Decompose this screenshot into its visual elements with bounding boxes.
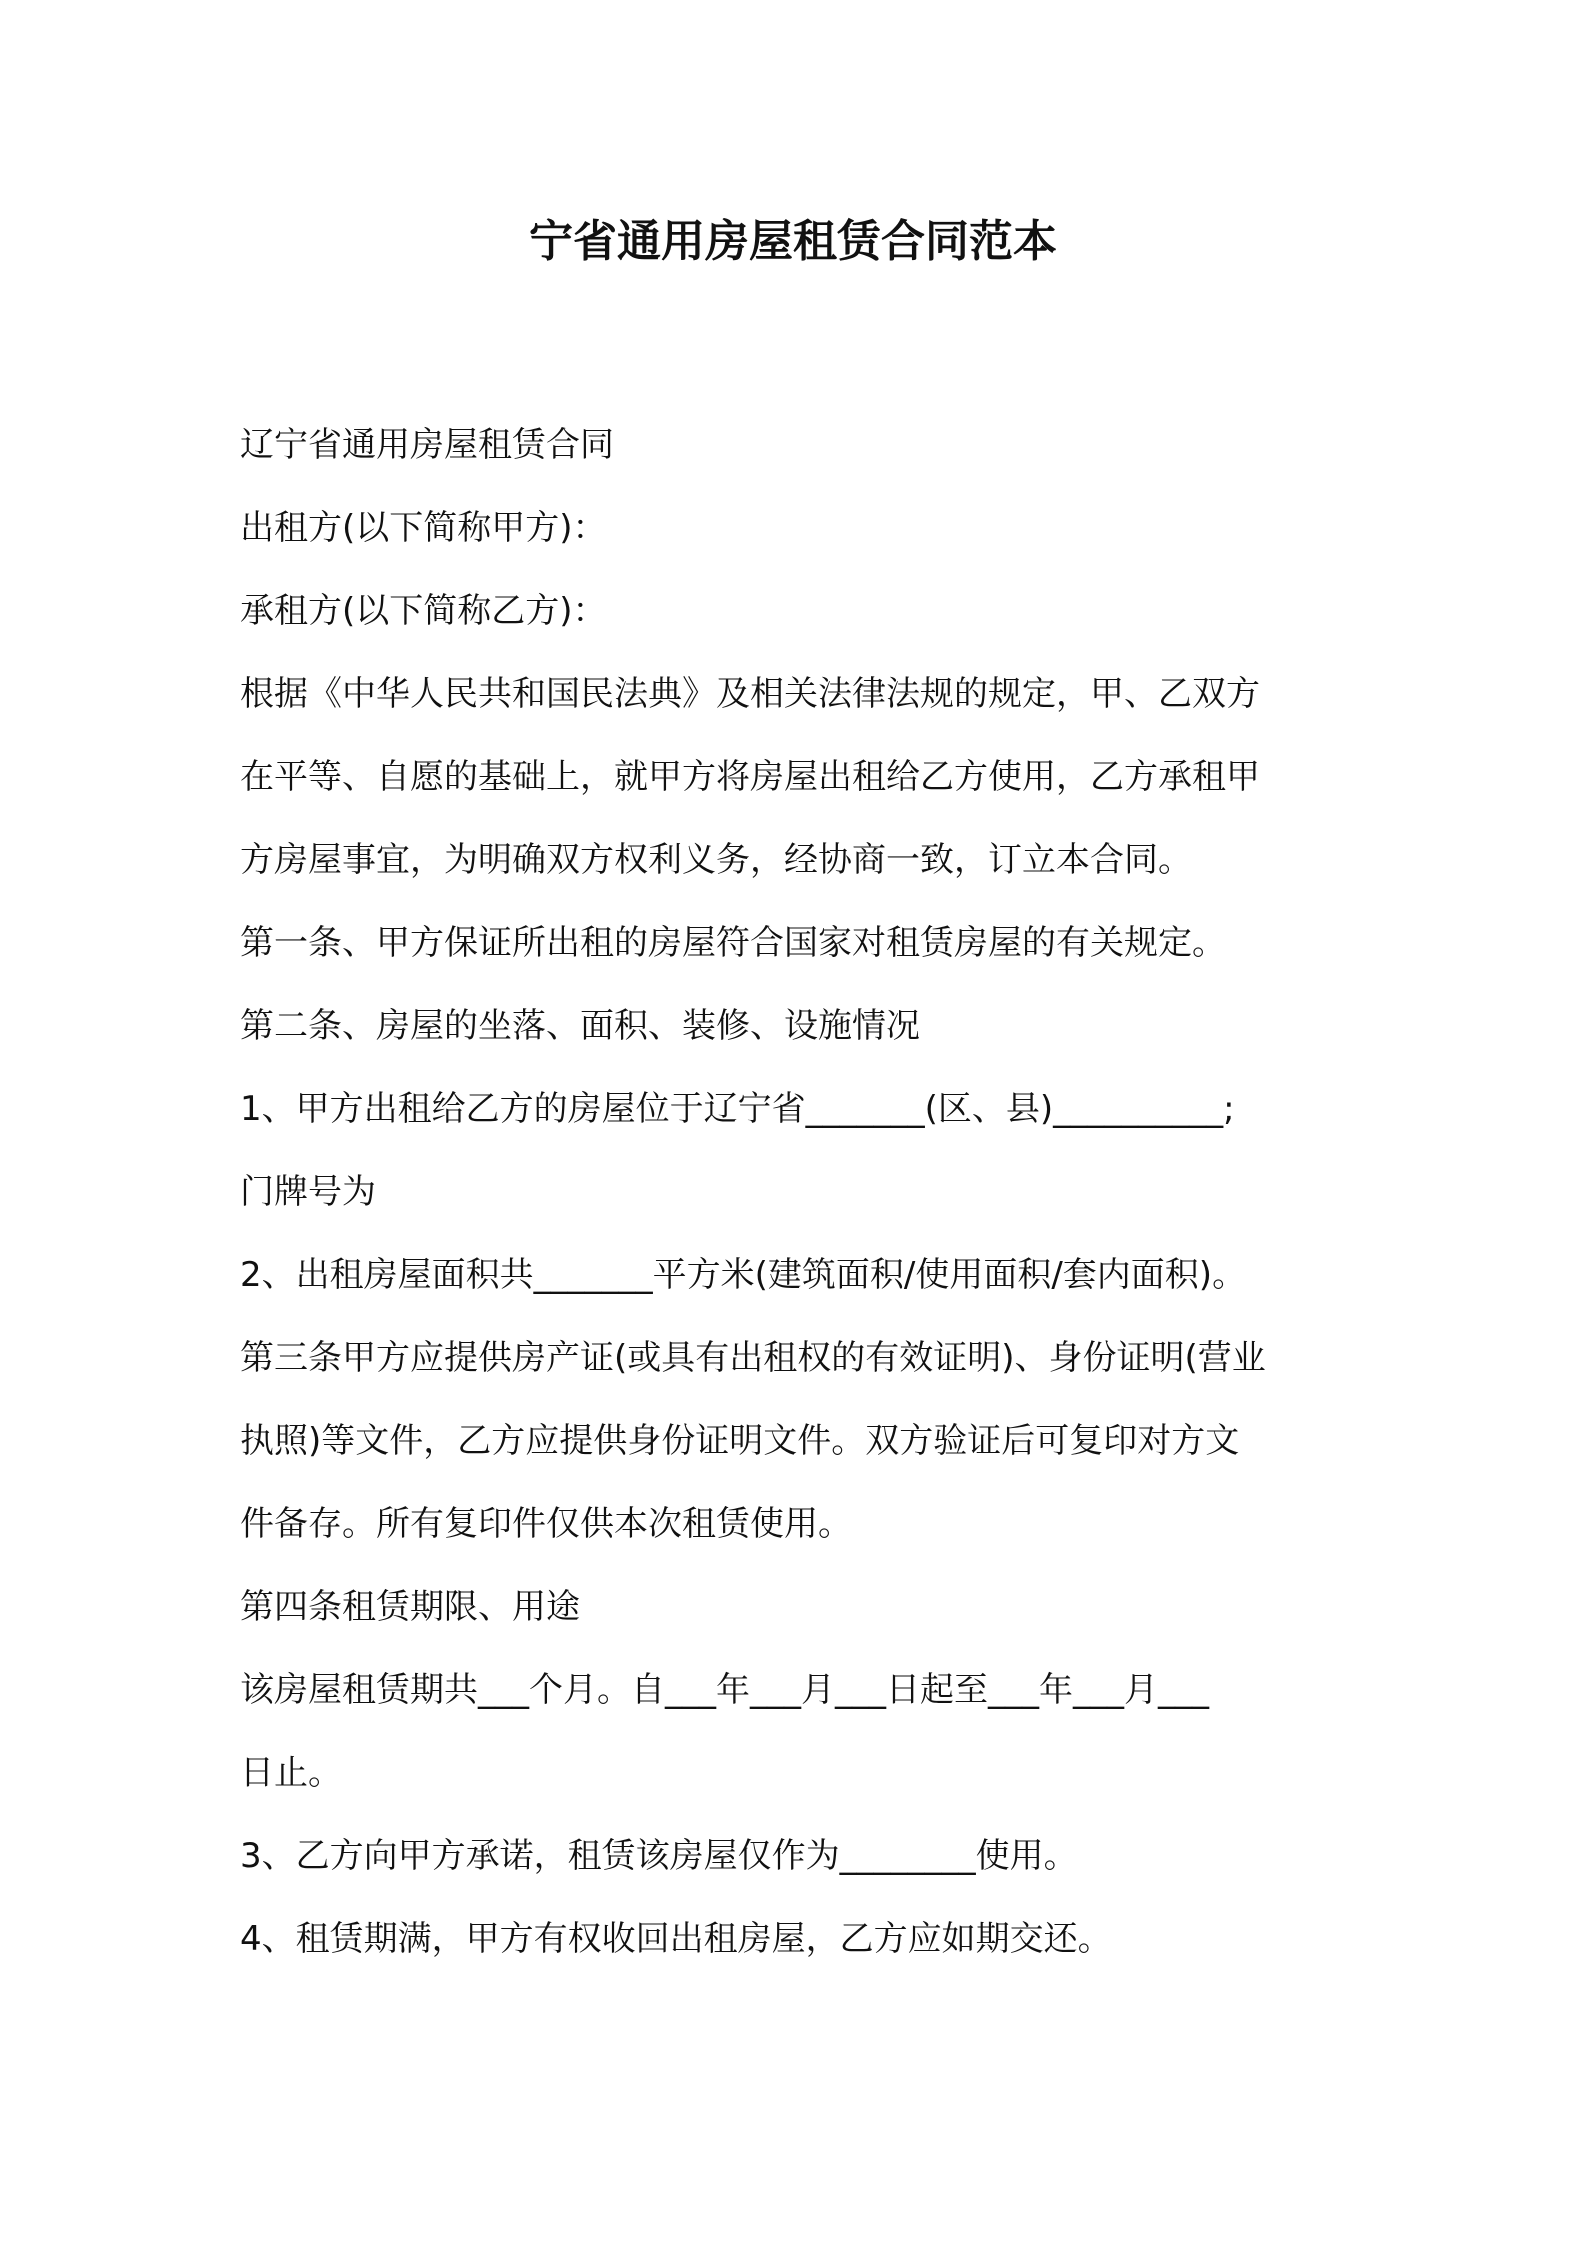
text-line: 根据《中华人民共和国民法典》及相关法律法规的规定，甲、乙双方 — [240, 674, 1260, 714]
text-line: 执照)等文件，乙方应提供身份证明文件。双方验证后可复印对方文 — [240, 1421, 1240, 1461]
text-line: 门牌号为 — [240, 1172, 376, 1212]
text-line: 辽宁省通用房屋租赁合同 — [240, 425, 614, 465]
text-line: 2、出租房屋面积共_______平方米(建筑面积/使用面积/套内面积)。 — [240, 1255, 1247, 1295]
text-line: 出租方(以下简称甲方)： — [240, 508, 607, 548]
document-title: 宁省通用房屋租赁合同范本 — [529, 216, 1057, 267]
text-line: 在平等、自愿的基础上，就甲方将房屋出租给乙方使用，乙方承租甲 — [240, 757, 1260, 797]
document-body — [240, 404, 1360, 1981]
text-line: 第四条租赁期限、用途 — [240, 1587, 580, 1627]
text-line: 3、乙方向甲方承诺，租赁该房屋仅作为________使用。 — [240, 1836, 1078, 1876]
text-line: 第二条、房屋的坐落、面积、装修、设施情况 — [240, 1006, 920, 1046]
text-line: 件备存。所有复印件仅供本次租赁使用。 — [240, 1504, 852, 1544]
text-line: 承租方(以下简称乙方)： — [240, 591, 607, 631]
text-line: 第三条甲方应提供房产证(或具有出租权的有效证明)、身份证明(营业 — [240, 1338, 1266, 1378]
text-line: 该房屋租赁期共___个月。自___年___月___日起至___年___月___ — [240, 1670, 1209, 1710]
text-line: 1、甲方出租给乙方的房屋位于辽宁省_______(区、县)__________; — [240, 1089, 1235, 1129]
text-line: 第一条、甲方保证所出租的房屋符合国家对租赁房屋的有关规定。 — [240, 923, 1226, 963]
text-line: 日止。 — [240, 1753, 342, 1793]
text-line: 方房屋事宜，为明确双方权利义务，经协商一致，订立本合同。 — [240, 840, 1192, 880]
text-line: 4、租赁期满，甲方有权收回出租房屋，乙方应如期交还。 — [240, 1919, 1112, 1959]
